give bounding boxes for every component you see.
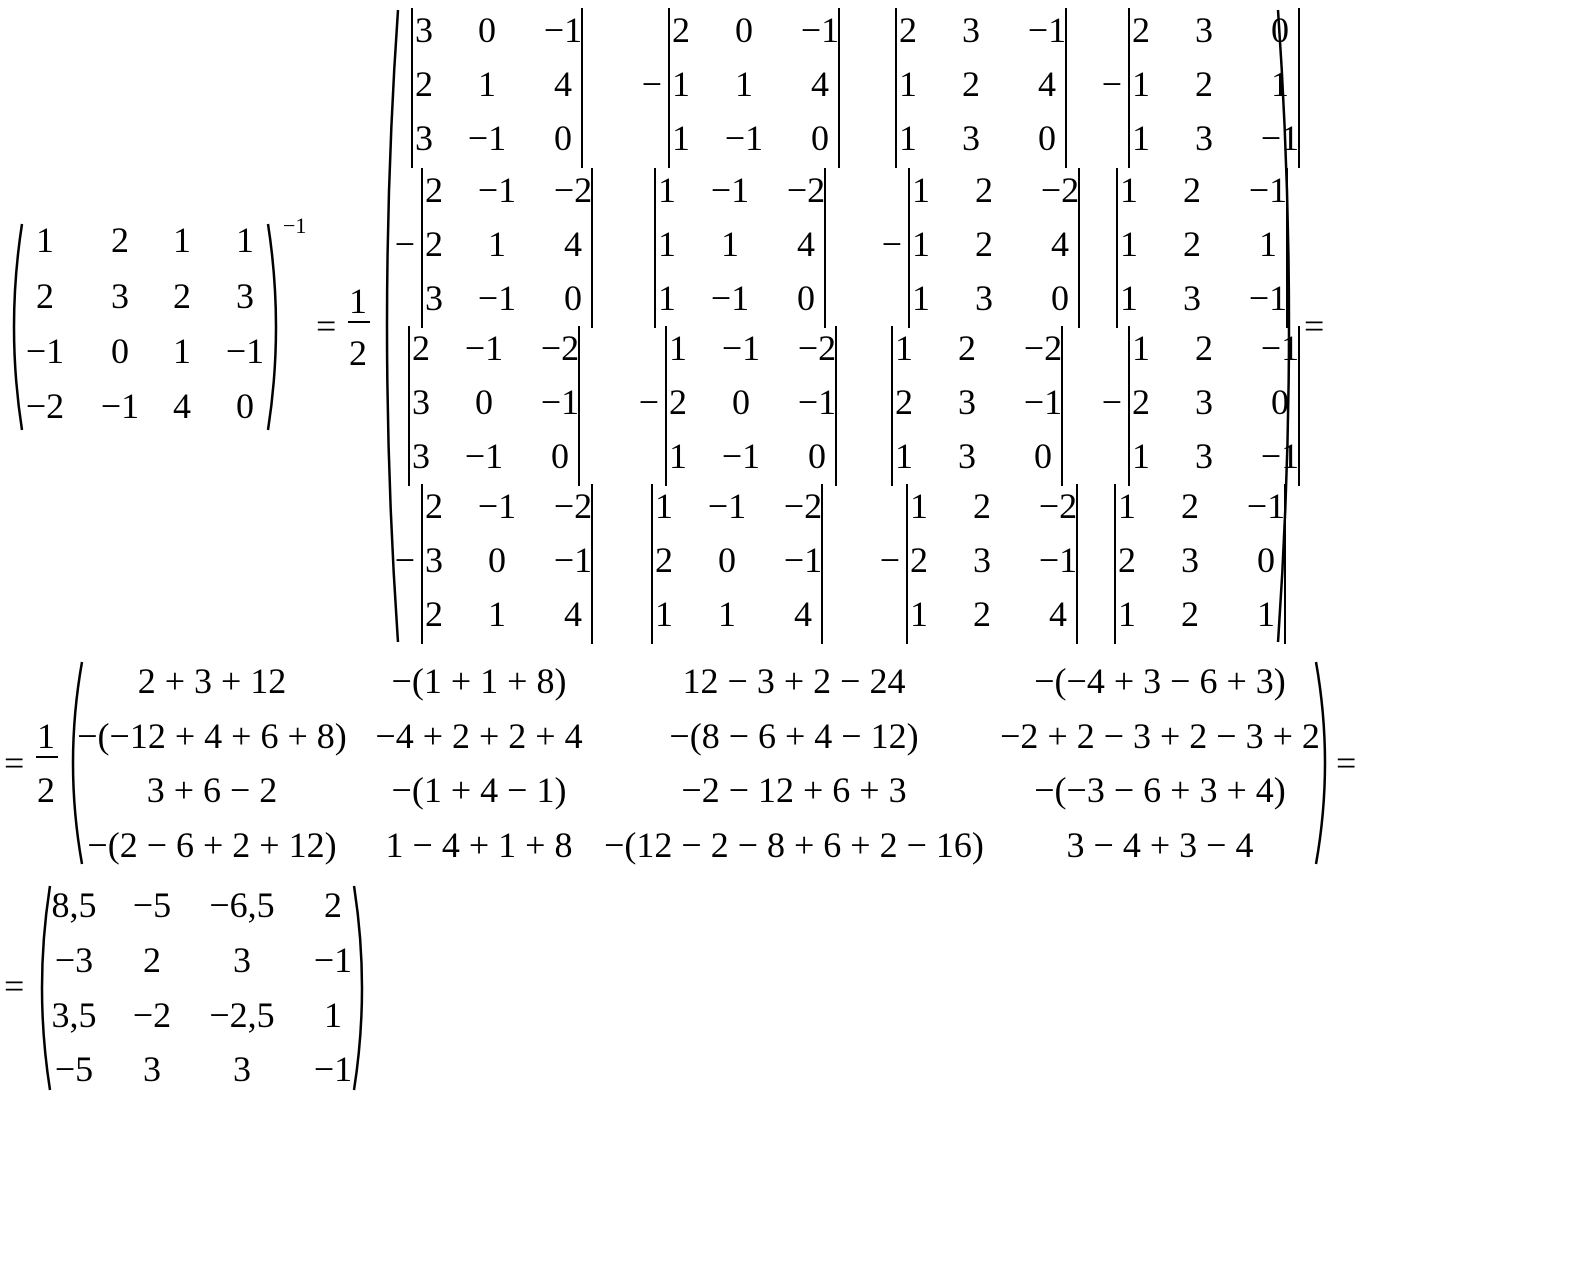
result-cell: 3,5 (51, 995, 97, 1035)
determinant-cell: 1 (1118, 486, 1136, 526)
determinant-cell: 0 (554, 118, 572, 158)
determinant-cell: 2 (899, 10, 917, 50)
determinant-cell: 2 (655, 540, 673, 580)
result-cell: 3 (143, 1049, 161, 1089)
result-cell: −6,5 (209, 885, 275, 925)
determinant-cell: −2 (540, 328, 580, 368)
determinant-cell: 1 (1132, 64, 1150, 104)
expanded-cell: −(1 + 4 − 1) (391, 770, 567, 810)
determinant-cell: 3 (1183, 278, 1201, 318)
determinant-cell: 2 (962, 64, 980, 104)
determinant-left-bar (668, 8, 670, 168)
determinant-cell: 3 (962, 118, 980, 158)
equals-sign: = (4, 743, 25, 783)
input-matrix-cell: 0 (236, 386, 254, 426)
determinant-cell: 1 (1120, 278, 1138, 318)
determinant-cell: 1 (1259, 224, 1277, 264)
determinant-cell: 3 (973, 540, 991, 580)
determinant-cell: 2 (1132, 382, 1150, 422)
cofactor-sign: − (394, 224, 415, 264)
determinant-cell: 2 (1118, 540, 1136, 580)
determinant-cell: 2 (415, 64, 433, 104)
determinant-cell: 2 (1183, 224, 1201, 264)
determinant-left-bar (408, 326, 410, 486)
determinant-cell: 0 (811, 118, 829, 158)
determinant-cell: −1 (1260, 118, 1300, 158)
result-cell: 2 (143, 940, 161, 980)
input-matrix-cell: −1 (100, 386, 140, 426)
fraction-denominator: 2 (37, 770, 55, 810)
determinant-cell: 1 (672, 64, 690, 104)
determinant-cell: 1 (910, 594, 928, 634)
expanded-cell: −(−3 − 6 + 3 + 4) (1034, 770, 1286, 810)
input-matrix-cell: 2 (173, 276, 191, 316)
determinant-cell: 0 (478, 10, 496, 50)
result-cell: −3 (54, 940, 94, 980)
determinant-cell: 4 (1051, 224, 1069, 264)
cofactor-sign: − (394, 540, 415, 580)
determinant-cell: 3 (425, 278, 443, 318)
determinant-cell: 2 (425, 594, 443, 634)
expanded-cell: −(−12 + 4 + 6 + 8) (77, 716, 347, 756)
result-cell: −1 (313, 1049, 353, 1089)
determinant-cell: 1 (669, 436, 687, 476)
determinant-cell: 3 (415, 118, 433, 158)
determinant-cell: 0 (488, 540, 506, 580)
determinant-cell: −1 (464, 328, 504, 368)
determinant-cell: −1 (477, 486, 517, 526)
expanded-cell: −(2 − 6 + 2 + 12) (87, 825, 337, 865)
determinant-cell: 3 (975, 278, 993, 318)
input-matrix-cell: 1 (236, 220, 254, 260)
determinant-cell: 1 (658, 170, 676, 210)
determinant-cell: 2 (975, 224, 993, 264)
expanded-cell: 3 + 6 − 2 (146, 770, 278, 810)
expanded-cell: −2 − 12 + 6 + 3 (681, 770, 907, 810)
determinant-cell: 1 (1257, 594, 1275, 634)
determinant-cell: −1 (540, 382, 580, 422)
determinant-cell: −1 (724, 118, 764, 158)
determinant-cell: −2 (553, 486, 593, 526)
determinant-left-bar (654, 168, 656, 328)
determinant-cell: 0 (1257, 540, 1275, 580)
determinant-cell: 0 (564, 278, 582, 318)
determinant-cell: 3 (1195, 382, 1213, 422)
determinant-cell: 2 (1181, 486, 1199, 526)
determinant-cell: 0 (718, 540, 736, 580)
determinant-cell: 1 (488, 224, 506, 264)
determinant-cell: −2 (786, 170, 826, 210)
determinant-cell: 0 (1271, 10, 1289, 50)
expanded-cell: 3 − 4 + 3 − 4 (1066, 825, 1254, 865)
determinant-cell: 1 (718, 594, 736, 634)
input-matrix-cell: −1 (25, 331, 65, 371)
determinant-cell: 1 (478, 64, 496, 104)
input-matrix-cell: 0 (111, 331, 129, 371)
determinant-cell: 4 (794, 594, 812, 634)
result-cell: 8,5 (51, 885, 97, 925)
determinant-cell: −1 (1260, 328, 1300, 368)
expanded-cell: −(8 − 6 + 4 − 12) (669, 716, 919, 756)
equals-sign: = (4, 966, 25, 1006)
determinant-cell: 1 (899, 118, 917, 158)
determinant-cell: −1 (1260, 436, 1300, 476)
determinant-cell: 2 (910, 540, 928, 580)
determinant-cell: 1 (895, 328, 913, 368)
determinant-cell: 3 (1195, 436, 1213, 476)
determinant-cell: 3 (1181, 540, 1199, 580)
determinant-cell: 0 (551, 436, 569, 476)
determinant-cell: 1 (669, 328, 687, 368)
determinant-cell: −1 (783, 540, 823, 580)
determinant-cell: −1 (797, 382, 837, 422)
expanded-cell: −(−4 + 3 − 6 + 3) (1034, 661, 1286, 701)
determinant-left-bar (421, 168, 423, 328)
determinant-left-bar (906, 484, 908, 644)
determinant-cell: −1 (543, 10, 583, 50)
determinant-cell: 2 (1132, 10, 1150, 50)
determinant-cell: −1 (721, 436, 761, 476)
determinant-cell: −1 (1038, 540, 1078, 580)
determinant-cell: −2 (1023, 328, 1063, 368)
determinant-cell: 2 (669, 382, 687, 422)
expanded-cell: −(1 + 1 + 8) (391, 661, 567, 701)
input-matrix-cell: 1 (173, 220, 191, 260)
determinant-left-bar (1116, 168, 1118, 328)
equals-sign: = (1304, 306, 1325, 346)
expanded-cell: −4 + 2 + 2 + 4 (375, 716, 583, 756)
result-cell: −5 (132, 885, 172, 925)
input-matrix-cell: 1 (36, 220, 54, 260)
input-matrix-cell: −2 (25, 386, 65, 426)
determinant-cell: 0 (1051, 278, 1069, 318)
determinant-cell: 2 (672, 10, 690, 50)
result-cell: −2,5 (209, 995, 275, 1035)
determinant-left-bar (895, 8, 897, 168)
determinant-cell: 3 (412, 436, 430, 476)
determinant-cell: −1 (800, 10, 840, 50)
determinant-cell: 1 (1120, 170, 1138, 210)
input-matrix-cell: 3 (111, 276, 129, 316)
determinant-left-bar (1128, 8, 1130, 168)
equals-sign: = (316, 306, 337, 346)
determinant-cell: 1 (488, 594, 506, 634)
determinant-cell: −1 (707, 486, 747, 526)
fraction-bar (348, 321, 370, 323)
determinant-cell: 3 (1195, 10, 1213, 50)
determinant-cell: 0 (732, 382, 750, 422)
determinant-cell: 0 (1271, 382, 1289, 422)
determinant-cell: 1 (658, 224, 676, 264)
determinant-cell: −1 (1248, 170, 1288, 210)
determinant-cell: 1 (1132, 436, 1150, 476)
determinant-left-bar (1128, 326, 1130, 486)
determinant-left-bar (665, 326, 667, 486)
input-matrix-cell: 3 (236, 276, 254, 316)
determinant-cell: 2 (1195, 328, 1213, 368)
determinant-cell: 2 (895, 382, 913, 422)
input-matrix-cell: 2 (111, 220, 129, 260)
determinant-cell: 1 (735, 64, 753, 104)
expanded-cell: 12 − 3 + 2 − 24 (682, 661, 906, 701)
expanded-cell: −2 + 2 − 3 + 2 − 3 + 2 (1000, 716, 1320, 756)
determinant-cell: 0 (808, 436, 826, 476)
determinant-cell: 1 (655, 486, 673, 526)
determinant-cell: 1 (912, 170, 930, 210)
determinant-cell: 4 (564, 224, 582, 264)
determinant-cell: −1 (477, 170, 517, 210)
determinant-cell: 2 (973, 594, 991, 634)
determinant-cell: 3 (1195, 118, 1213, 158)
determinant-left-bar (908, 168, 910, 328)
determinant-cell: 1 (912, 224, 930, 264)
input-matrix-right-paren (264, 222, 286, 432)
determinant-cell: 3 (415, 10, 433, 50)
determinant-cell: −1 (477, 278, 517, 318)
determinant-cell: 3 (425, 540, 443, 580)
determinant-left-bar (421, 484, 423, 644)
determinant-cell: −2 (553, 170, 593, 210)
input-matrix-left-paren (4, 222, 26, 432)
result-cell: −1 (313, 940, 353, 980)
determinant-cell: 2 (1183, 170, 1201, 210)
determinant-cell: −1 (710, 170, 750, 210)
determinant-left-bar (891, 326, 893, 486)
cofactor-sign: − (881, 224, 902, 264)
determinant-cell: 2 (425, 170, 443, 210)
determinant-cell: 2 (1195, 64, 1213, 104)
result-cell: −5 (54, 1049, 94, 1089)
input-matrix-cell: −1 (225, 331, 265, 371)
determinant-cell: 0 (475, 382, 493, 422)
determinant-cell: 1 (895, 436, 913, 476)
determinant-cell: −1 (721, 328, 761, 368)
determinant-cell: 4 (1038, 64, 1056, 104)
determinant-cell: −2 (1040, 170, 1080, 210)
determinant-cell: −1 (1248, 278, 1288, 318)
determinant-cell: 1 (1118, 594, 1136, 634)
determinant-cell: 3 (962, 10, 980, 50)
determinant-cell: 3 (958, 436, 976, 476)
result-cell: 1 (324, 995, 342, 1035)
fraction-numerator: 1 (349, 281, 367, 321)
input-matrix-cell: 4 (173, 386, 191, 426)
expanded-right-paren (1312, 660, 1336, 866)
determinant-cell: 0 (797, 278, 815, 318)
determinant-cell: 4 (554, 64, 572, 104)
expanded-cell: 1 − 4 + 1 + 8 (385, 825, 573, 865)
determinant-cell: 4 (797, 224, 815, 264)
result-cell: 2 (324, 885, 342, 925)
determinant-left-bar (1114, 484, 1116, 644)
expanded-cell: 2 + 3 + 12 (137, 661, 287, 701)
determinant-cell: −1 (464, 436, 504, 476)
determinant-cell: −1 (1023, 382, 1063, 422)
fraction-numerator: 1 (37, 716, 55, 756)
result-cell: 3 (233, 1049, 251, 1089)
determinant-cell: 1 (655, 594, 673, 634)
determinant-cell: 2 (425, 486, 443, 526)
determinant-cell: 4 (564, 594, 582, 634)
determinant-left-bar (411, 8, 413, 168)
determinant-cell: 2 (958, 328, 976, 368)
cofactor-sign: − (641, 64, 662, 104)
result-cell: 3 (233, 940, 251, 980)
determinant-cell: 3 (412, 382, 430, 422)
determinant-cell: 1 (721, 224, 739, 264)
determinant-cell: 0 (735, 10, 753, 50)
input-matrix-cell: 1 (173, 331, 191, 371)
result-cell: −2 (132, 995, 172, 1035)
input-matrix-cell: 2 (36, 276, 54, 316)
determinant-cell: 3 (958, 382, 976, 422)
determinant-cell: 1 (1120, 224, 1138, 264)
determinant-cell: 1 (1132, 118, 1150, 158)
cofactor-sign: − (1101, 382, 1122, 422)
determinant-cell: 1 (899, 64, 917, 104)
determinant-cell: −1 (467, 118, 507, 158)
equals-sign: = (1336, 743, 1357, 783)
determinant-cell: −1 (1246, 486, 1286, 526)
fraction-denominator: 2 (349, 333, 367, 373)
determinant-cell: 1 (1132, 328, 1150, 368)
determinant-cell: 1 (912, 278, 930, 318)
determinant-cell: 0 (1034, 436, 1052, 476)
determinant-cell: −2 (1038, 486, 1078, 526)
result-right-paren (350, 884, 372, 1092)
determinant-cell: 2 (975, 170, 993, 210)
expanded-left-paren (62, 660, 86, 866)
determinant-cell: 1 (672, 118, 690, 158)
determinant-cell: 1 (910, 486, 928, 526)
expanded-cell: −(12 − 2 − 8 + 6 + 2 − 16) (604, 825, 984, 865)
determinant-cell: 2 (1181, 594, 1199, 634)
determinant-cell: 2 (973, 486, 991, 526)
determinant-cell: 4 (811, 64, 829, 104)
cofactor-sign: − (879, 540, 900, 580)
determinant-cell: −1 (553, 540, 593, 580)
determinant-cell: 1 (1271, 64, 1289, 104)
inverse-exponent: −1 (283, 213, 307, 238)
cofactor-sign: − (638, 382, 659, 422)
determinant-cell: 1 (658, 278, 676, 318)
determinant-cell: 2 (412, 328, 430, 368)
cofactor-sign: − (1101, 64, 1122, 104)
determinant-cell: 0 (1038, 118, 1056, 158)
determinant-left-bar (651, 484, 653, 644)
determinant-cell: −2 (783, 486, 823, 526)
determinant-cell: −1 (710, 278, 750, 318)
determinant-cell: −1 (1027, 10, 1067, 50)
determinant-cell: 2 (425, 224, 443, 264)
fraction-bar (36, 756, 58, 758)
determinant-cell: −2 (797, 328, 837, 368)
determinant-cell: 4 (1049, 594, 1067, 634)
